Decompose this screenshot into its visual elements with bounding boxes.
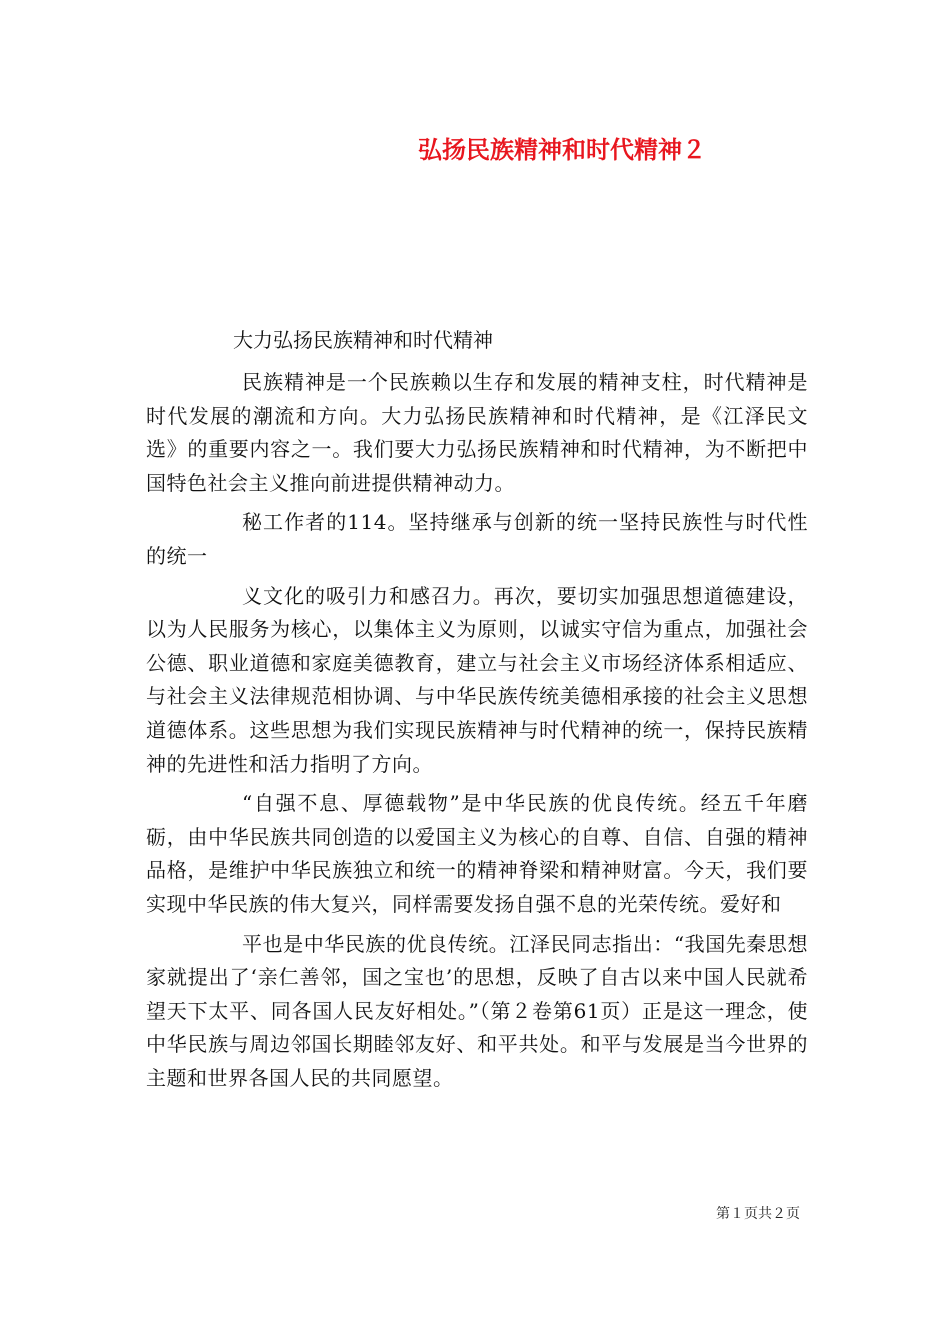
document-title: 弘扬民族精神和时代精神２	[418, 135, 706, 164]
paragraph: “自强不息、厚德载物”是中华民族的优良传统。经五千年磨砺，由中华民族共同创造的以爱国主义为核心的自尊、自信、自强的精神品格，是维护中华民族独立和统一的精神脊梁和精神财富。今天，我们要实现中华民族的伟大复兴，同样需要发扬自强不息的光荣传统。爱好和	[146, 791, 808, 916]
document-body	[146, 366, 808, 1101]
paragraph: 义文化的吸引力和感召力。再次，要切实加强思想道德建设，以为人民服务为核心，以集体主义为原则，以诚实守信为重点，加强社会公德、职业道德和家庭美德教育，建立与社会主义市场经济体系相适应、与社会主义法律规范相协调、与中华民族传统美德相承接的社会主义思想道德体系。这些思想为我们实现民族精神与时代精神的统一，保持民族精神的先进性和活力指明了方向。	[146, 583, 808, 776]
page-indicator: 第１页共２页	[716, 1206, 800, 1222]
document-subtitle: 大力弘扬民族精神和时代精神	[233, 328, 493, 352]
paragraph: 平也是中华民族的优良传统。江泽民同志指出：“我国先秦思想家就提出了‘亲仁善邻，国之宝也’的思想，反映了自古以来中国人民就希望天下太平、同各国人民友好相处。”（第２卷第61页）正是这一理念，使中华民族与周边邻国长期睦邻友好、和平共处。和平与发展是当今世界的主题和世界各国人民的共同愿望。	[146, 931, 808, 1090]
paragraph: 秘工作者的114。坚持继承与创新的统一坚持民族性与时代性的统一	[146, 510, 808, 568]
paragraph: 民族精神是一个民族赖以生存和发展的精神支柱，时代精神是时代发展的潮流和方向。大力弘扬民族精神和时代精神，是《江泽民文选》的重要内容之一。我们要大力弘扬民族精神和时代精神，为不断把中国特色社会主义推向前进提供精神动力。	[146, 370, 808, 495]
